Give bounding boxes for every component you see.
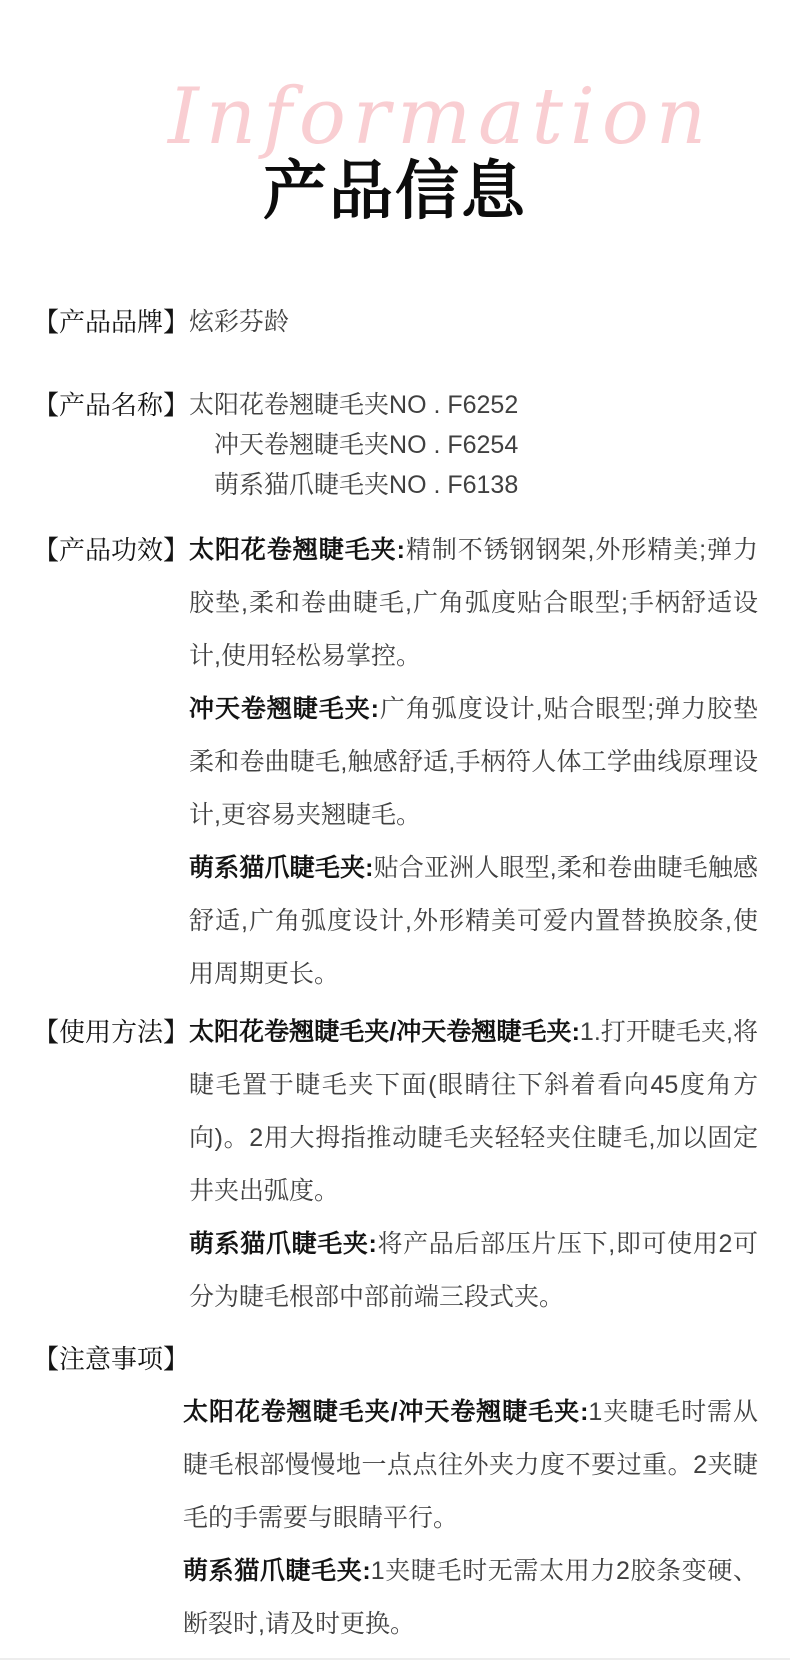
section-usage bbox=[0, 1006, 790, 1324]
effects-product-prefix: 萌系猫爪睫毛夹: bbox=[189, 854, 374, 882]
effects-paragraph bbox=[189, 842, 758, 1001]
notes-paragraph-text: 1夹睫毛时无需太用力2胶条变硬、断裂时,请及时更换。 bbox=[183, 1557, 759, 1638]
effects-product-prefix: 太阳花卷翘睫毛夹: bbox=[189, 536, 405, 564]
effects-paragraph-text: 贴合亚洲人眼型,柔和卷曲睫毛触感舒适,广角弧度设计,外形精美可爱内置替换胶条,使用周期更长。 bbox=[189, 854, 758, 988]
product-name-list bbox=[189, 385, 758, 505]
usage-text bbox=[189, 1006, 758, 1324]
effects-paragraph bbox=[189, 683, 758, 842]
usage-product-prefix: 太阳花卷翘睫毛夹/冲天卷翘睫毛夹: bbox=[189, 1018, 580, 1046]
page-header bbox=[0, 0, 790, 296]
section-product-name bbox=[0, 385, 790, 505]
effects-product-prefix: 冲天卷翘睫毛夹: bbox=[189, 695, 379, 723]
effects-paragraph-text: 精制不锈钢钢架,外形精美;弹力胶垫,柔和卷曲睫毛,广角弧度贴合眼型;手柄舒适设计,使用轻松易掌控。 bbox=[189, 536, 758, 670]
bottom-divider bbox=[0, 1658, 790, 1660]
notes-paragraph-text: 1夹睫毛时需从睫毛根部慢慢地一点点往外夹力度不要过重。2夹睫毛的手需要与眼睛平行。 bbox=[183, 1398, 759, 1532]
section-notes bbox=[0, 1333, 790, 1651]
notes-paragraph bbox=[183, 1386, 758, 1545]
notes-product-prefix: 太阳花卷翘睫毛夹/冲天卷翘睫毛夹: bbox=[183, 1398, 589, 1426]
notes-paragraph bbox=[183, 1545, 758, 1651]
usage-paragraph-text: 将产品后部压片压下,即可使用2可分为睫毛根部中部前端三段式夹。 bbox=[189, 1230, 759, 1311]
effects-label: 【产品功效】 bbox=[33, 535, 190, 565]
product-name-line: 冲天卷翘睫毛夹NO . F6254 bbox=[214, 431, 519, 459]
effects-text bbox=[189, 524, 758, 1001]
usage-paragraph bbox=[189, 1218, 758, 1324]
usage-product-prefix: 萌系猫爪睫毛夹: bbox=[189, 1230, 377, 1258]
brand-value: 炫彩芬龄 bbox=[189, 308, 290, 336]
effects-paragraph-text: 广角弧度设计,贴合眼型;弹力胶垫柔和卷曲睫毛,触感舒适,手柄符人体工学曲线原理设计,更容易夹翘睫毛。 bbox=[189, 695, 758, 829]
section-effects bbox=[0, 524, 790, 1001]
product-name-line: 太阳花卷翘睫毛夹NO . F6252 bbox=[189, 391, 519, 419]
product-name-label: 【产品名称】 bbox=[33, 390, 190, 420]
section-brand bbox=[0, 296, 790, 349]
notes-label: 【注意事项】 bbox=[33, 1344, 190, 1374]
usage-paragraph-text: 1.打开睫毛夹,将睫毛置于睫毛夹下面(眼睛往下斜着看向45度角方向)。2用大拇指推动睫毛夹轻轻夹住睫毛,加以固定井夹出弧度。 bbox=[189, 1018, 758, 1205]
effects-paragraph bbox=[189, 524, 758, 683]
page-title: 产品信息 bbox=[263, 155, 527, 227]
notes-text bbox=[183, 1386, 758, 1651]
notes-product-prefix: 萌系猫爪睫毛夹: bbox=[183, 1557, 371, 1585]
information-script-text: Information bbox=[168, 72, 714, 162]
brand-label: 【产品品牌】 bbox=[33, 307, 190, 337]
product-name-line: 萌系猫爪睫毛夹NO . F6138 bbox=[214, 471, 519, 499]
usage-paragraph bbox=[189, 1006, 758, 1218]
usage-label: 【使用方法】 bbox=[33, 1017, 190, 1047]
